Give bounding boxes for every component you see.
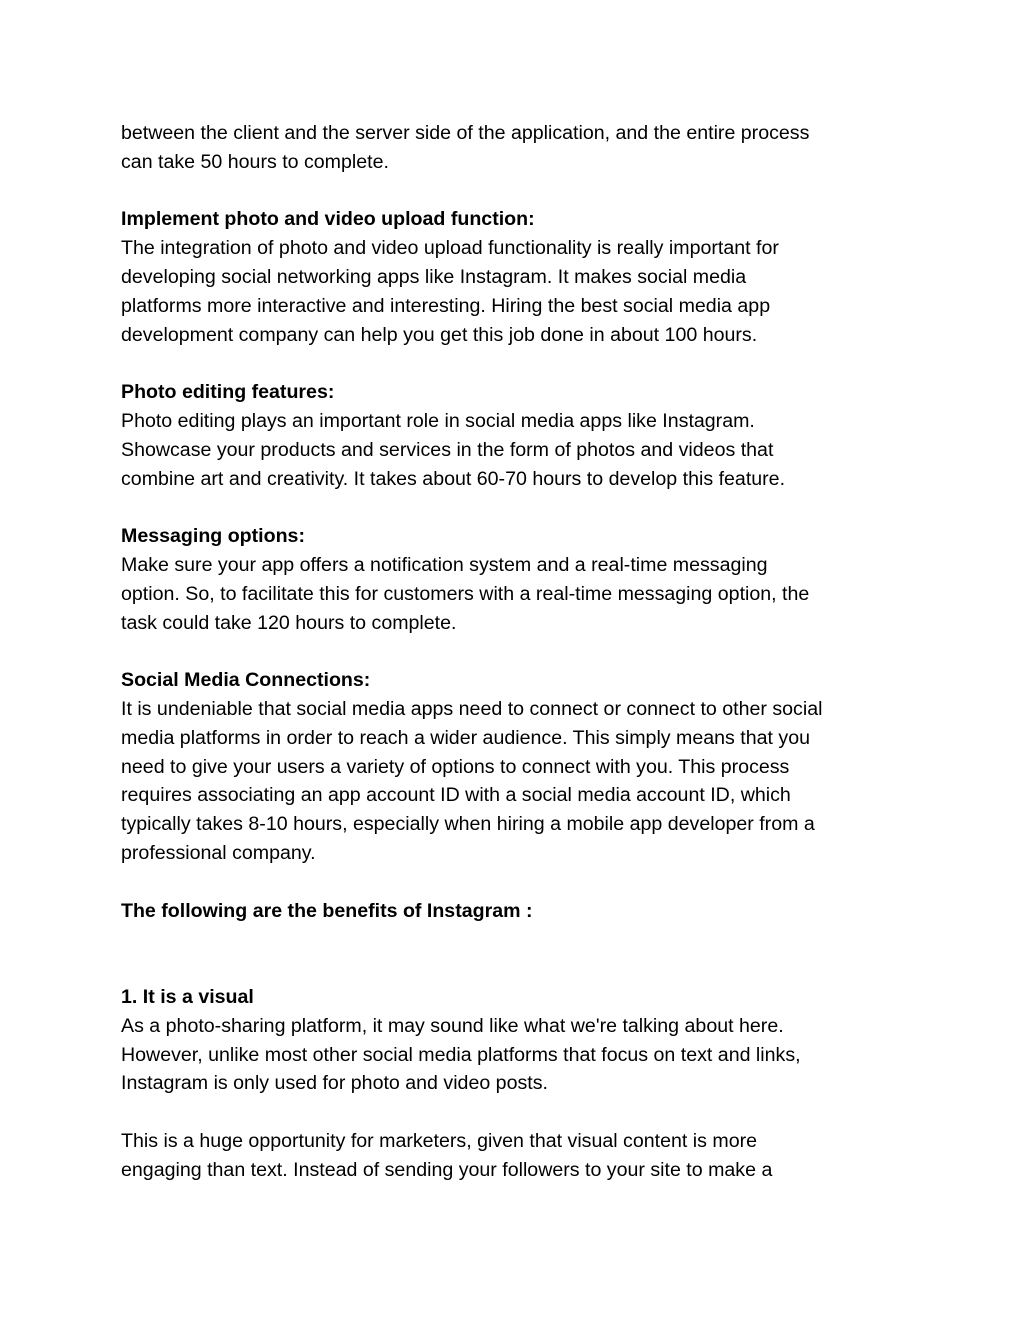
section-heading-photo-editing: Photo editing features: <box>121 381 335 404</box>
body-line: can take 50 hours to complete. <box>121 150 389 173</box>
body-line: engaging than text. Instead of sending your followers to your site to make a <box>121 1158 773 1181</box>
body-line: Instagram is only used for photo and video posts. <box>121 1072 548 1095</box>
paragraph-gap <box>121 177 911 206</box>
body-line: professional company. <box>121 841 316 864</box>
body-line: platforms more interactive and interesting. Hiring the best social media app <box>121 294 771 317</box>
benefit-1-heading: 1. It is a visual <box>121 985 254 1008</box>
paragraph-gap <box>121 925 911 983</box>
body-line: However, unlike most other social media platforms that focus on text and links, <box>121 1043 801 1066</box>
body-line: It is undeniable that social media apps need to connect or connect to other social <box>121 697 823 720</box>
body-line: typically takes 8-10 hours, especially when hiring a mobile app developer from a <box>121 813 815 836</box>
section-heading-messaging: Messaging options: <box>121 525 305 548</box>
paragraph-gap <box>121 349 911 378</box>
body-line: combine art and creativity. It takes about 60-70 hours to develop this feature. <box>121 467 786 490</box>
body-line: Make sure your app offers a notification system and a real-time messaging <box>121 553 768 576</box>
section-heading-social-connections: Social Media Connections: <box>121 669 371 692</box>
body-line: between the client and the server side of the application, and the entire process <box>121 122 810 144</box>
body-line: media platforms in order to reach a wider audience. This simply means that you <box>121 726 811 749</box>
paragraph-gap <box>121 637 911 666</box>
paragraph-gap <box>121 493 911 522</box>
body-line: developing social networking apps like Instagram. It makes social media <box>121 265 747 288</box>
body-line: development company can help you get this job done in about 100 hours. <box>121 323 758 346</box>
document-body <box>121 119 911 1184</box>
section-heading-upload: Implement photo and video upload function: <box>121 208 535 231</box>
body-line: As a photo-sharing platform, it may sound like what we're talking about here. <box>121 1014 784 1037</box>
body-line: Showcase your products and services in the form of photos and videos that <box>121 438 774 461</box>
body-line: The integration of photo and video upload functionality is really important for <box>121 237 779 260</box>
body-line: option. So, to facilitate this for customers with a real-time messaging option, the <box>121 582 810 605</box>
body-line: Photo editing plays an important role in social media apps like Instagram. <box>121 409 755 432</box>
body-line: requires associating an app account ID with a social media account ID, which <box>121 784 791 807</box>
body-line: task could take 120 hours to complete. <box>121 611 457 634</box>
body-line: This is a huge opportunity for marketers, given that visual content is more <box>121 1129 758 1152</box>
paragraph-gap <box>121 1098 911 1127</box>
benefits-heading: The following are the benefits of Instagram : <box>121 899 533 922</box>
body-line: need to give your users a variety of options to connect with you. This process <box>121 755 790 778</box>
paragraph-gap <box>121 868 911 897</box>
